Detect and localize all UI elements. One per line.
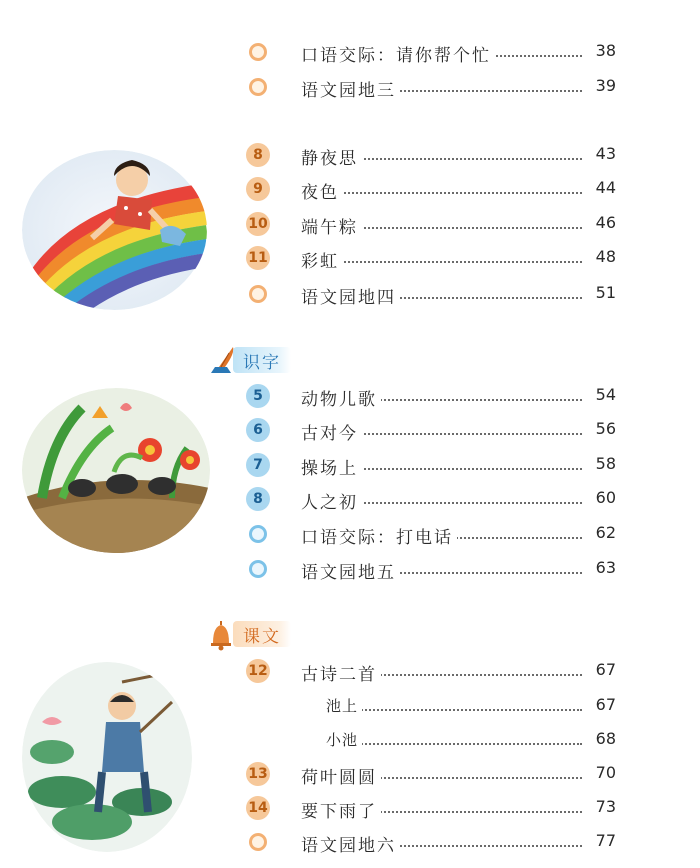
entry-title: 口语交际：请你帮个忙 [301,41,495,66]
lesson-number-badge: 9 [246,177,270,201]
page-number: 44 [595,178,616,197]
entry-title: 端午粽 [301,213,362,238]
entry-title: 操场上 [301,454,362,479]
entry-title: 小池 [326,729,362,750]
toc-entry[interactable] [246,760,616,788]
illustration-lotus-pond [22,662,192,852]
page-number: 62 [595,523,616,542]
entry-title: 语文园地六 [301,831,400,856]
toc-subentry[interactable] [246,692,616,720]
page-number: 56 [595,419,616,438]
dot-leader [326,709,582,711]
page-number: 46 [595,213,616,232]
lesson-number-badge: 10 [246,212,270,236]
lesson-number-badge: 14 [246,796,270,820]
toc-entry[interactable] [246,141,616,169]
rainbow-image [22,150,207,310]
toc-entry[interactable] [246,416,616,444]
page-number: 54 [595,385,616,404]
toc-entry[interactable] [246,210,616,238]
toc-subentry[interactable] [246,726,616,754]
lesson-number-badge: 11 [246,246,270,270]
lesson-number-badge: 12 [246,659,270,683]
dot-leader [301,261,582,263]
toc-entry[interactable] [246,794,616,822]
section-header-shizi [205,343,315,377]
page-number: 51 [595,283,616,302]
entry-title: 语文园地三 [301,76,400,101]
lotus-image [22,662,192,852]
ring-bullet-icon [246,75,270,99]
entry-title: 动物儿歌 [301,385,381,410]
page-number: 63 [595,558,616,577]
toc-entry[interactable] [246,555,616,583]
page-number: 38 [595,41,616,60]
section-label: 课文 [233,621,291,647]
page-number: 43 [595,144,616,163]
toc-entry[interactable] [246,485,616,513]
lesson-number-badge: 8 [246,487,270,511]
section-header-kewen [205,617,315,651]
section-label: 识字 [233,347,291,373]
ring-bullet-icon [246,522,270,546]
lesson-number-badge: 5 [246,384,270,408]
toc-entry[interactable] [246,828,616,856]
ring-bullet-icon [246,282,270,306]
entry-title: 古对今 [301,419,362,444]
entry-title: 夜色 [301,178,343,203]
illustration-girl-rainbow [22,150,207,310]
toc-entry[interactable] [246,280,616,308]
toc-entry[interactable] [246,244,616,272]
dot-leader [326,743,582,745]
lesson-number-badge: 13 [246,762,270,786]
page-number: 60 [595,488,616,507]
toc-entry[interactable] [246,73,616,101]
page-number: 73 [595,797,616,816]
page-number: 58 [595,454,616,473]
entry-title: 口语交际：打电话 [301,523,457,548]
toc-entry[interactable] [246,382,616,410]
illustration-ants-flowers [22,388,210,553]
page-number: 48 [595,247,616,266]
ring-bullet-icon [246,830,270,854]
dot-leader [301,192,582,194]
ants-image [22,388,210,553]
toc-entry[interactable] [246,38,616,66]
entry-title: 静夜思 [301,144,362,169]
toc-entry[interactable] [246,175,616,203]
page-number: 67 [595,660,616,679]
page-number: 68 [595,729,616,748]
lesson-number-badge: 7 [246,453,270,477]
page-number: 39 [595,76,616,95]
entry-title: 池上 [326,695,362,716]
toc-entry[interactable] [246,451,616,479]
ring-bullet-icon [246,40,270,64]
toc-entry[interactable] [246,657,616,685]
toc-entry[interactable] [246,520,616,548]
lesson-number-badge: 8 [246,143,270,167]
entry-title: 要下雨了 [301,797,381,822]
page-number: 67 [595,695,616,714]
page-number: 77 [595,831,616,850]
ring-bullet-icon [246,557,270,581]
entry-title: 彩虹 [301,247,343,272]
entry-title: 荷叶圆圆 [301,763,381,788]
entry-title: 语文园地五 [301,558,400,583]
entry-title: 语文园地四 [301,283,400,308]
entry-title: 人之初 [301,488,362,513]
lesson-number-badge: 6 [246,418,270,442]
entry-title: 古诗二首 [301,660,381,685]
page-number: 70 [595,763,616,782]
